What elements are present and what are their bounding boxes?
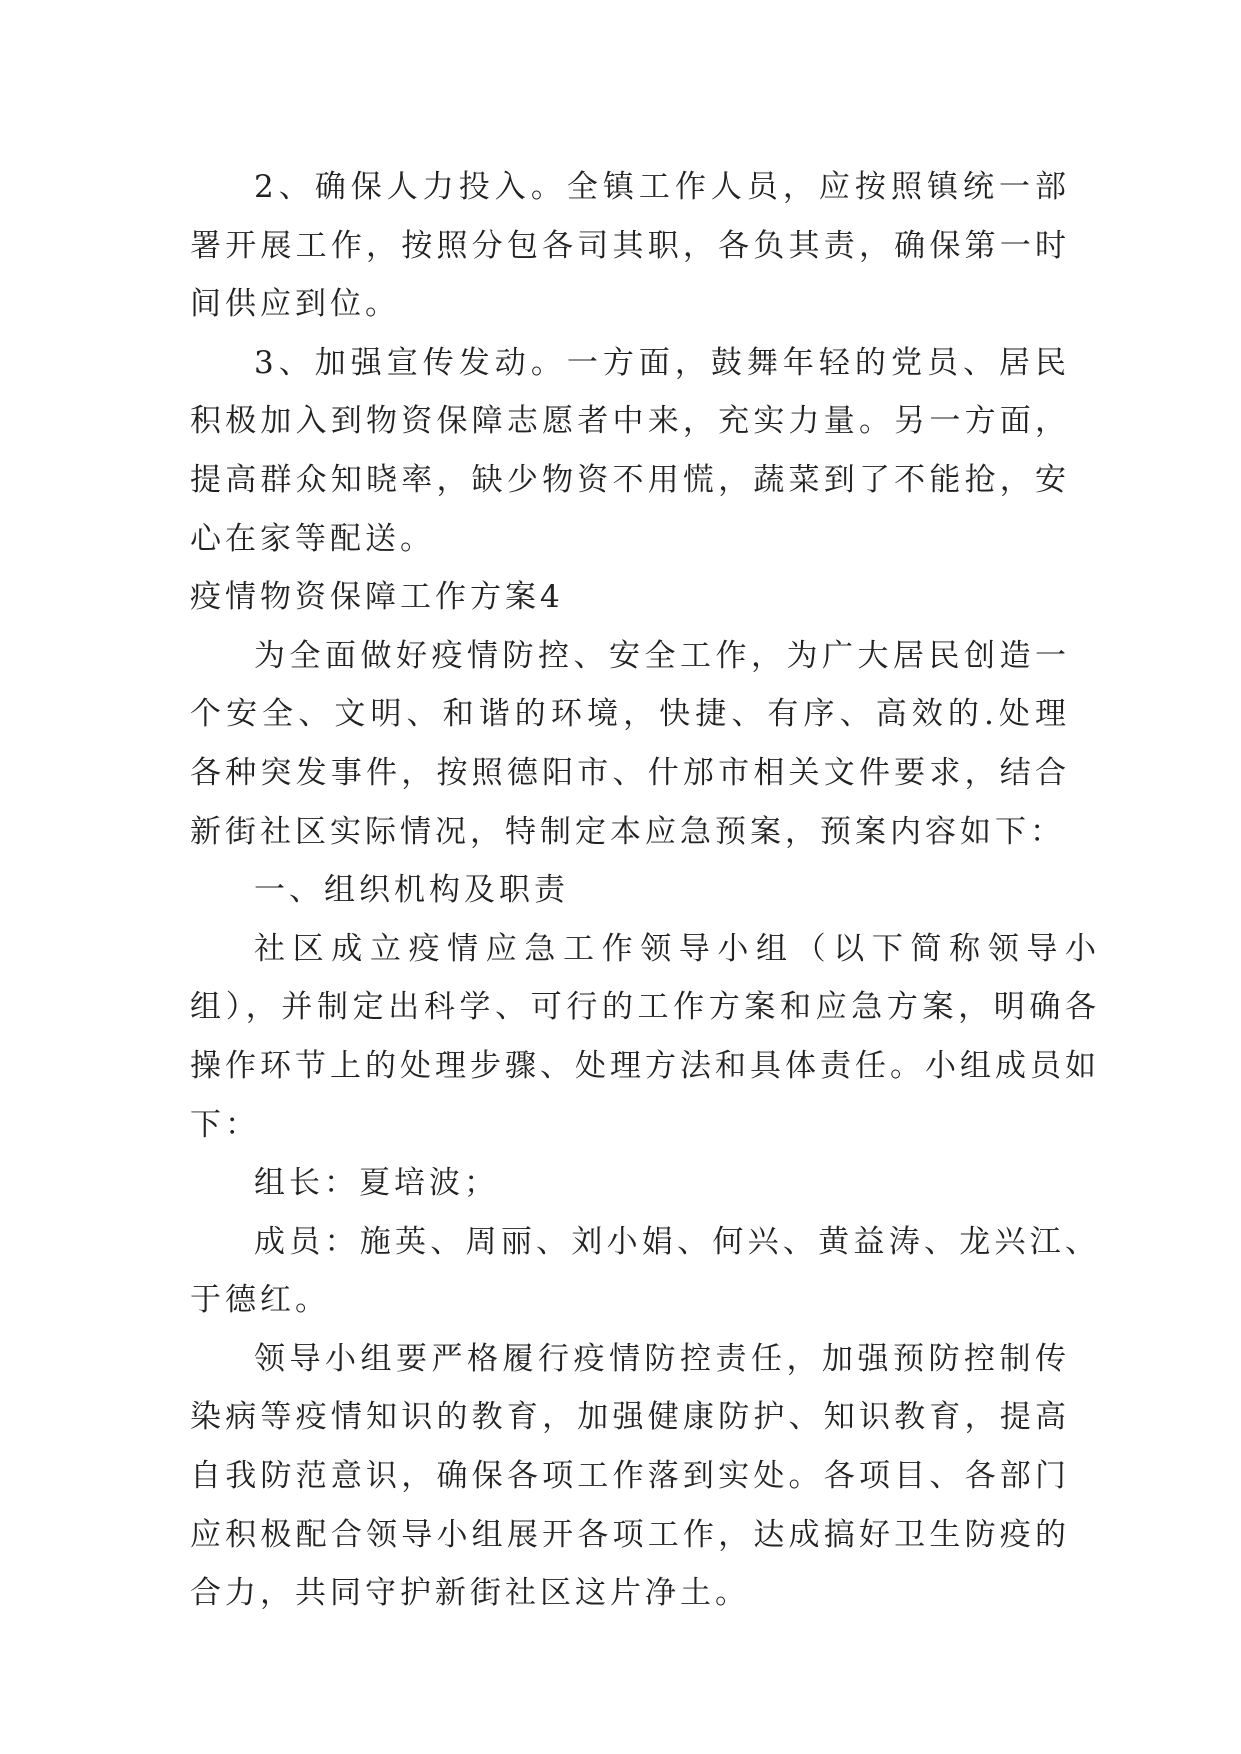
paragraph-item-3: 3、加强宣传发动。一方面，鼓舞年轻的党员、居民积极加入到物资保障志愿者中来，充实力量。另一方面，提高群众知晓率，缺少物资不用慌，蔬菜到了不能抢，安心在家等配送。 [190,344,1070,557]
group-members: 成员：施英、周丽、刘小娟、何兴、黄益涛、龙兴江、于德红。 [190,1223,1100,1319]
section-title: 疫情物资保障工作方案4 [190,579,564,616]
heading-organization: 一、组织机构及职责 [254,872,569,909]
duty-paragraph: 领导小组要严格履行疫情防控责任，加强预防控制传染病等疫情知识的教育，加强健康防护、知识教育，提高自我防范意识，确保各项工作落到实处。各项目、各部门应积极配合领导小组展开各项工作，达成搞好卫生防疫的合力，共同守护新街社区这片净土。 [190,1340,1070,1612]
group-leader: 组长：夏培波； [254,1165,499,1202]
document-body [190,158,1100,1623]
organization-paragraph: 社区成立疫情应急工作领导小组（以下简称领导小组），并制定出科学、可行的工作方案和应急方案，明确各操作环节上的处理步骤、处理方法和具体责任。小组成员如下： [190,930,1100,1143]
paragraph-item-2: 2、确保人力投入。全镇工作人员，应按照镇统一部署开展工作，按照分包各司其职，各负其责，确保第一时间供应到位。 [190,169,1070,323]
intro-paragraph: 为全面做好疫情防控、安全工作，为广大居民创造一个安全、文明、和谐的环境，快捷、有序、高效的.处理各种突发事件，按照德阳市、什邡市相关文件要求，结合新街社区实际情况，特制定本应急预案，预案内容如下： [190,637,1070,850]
